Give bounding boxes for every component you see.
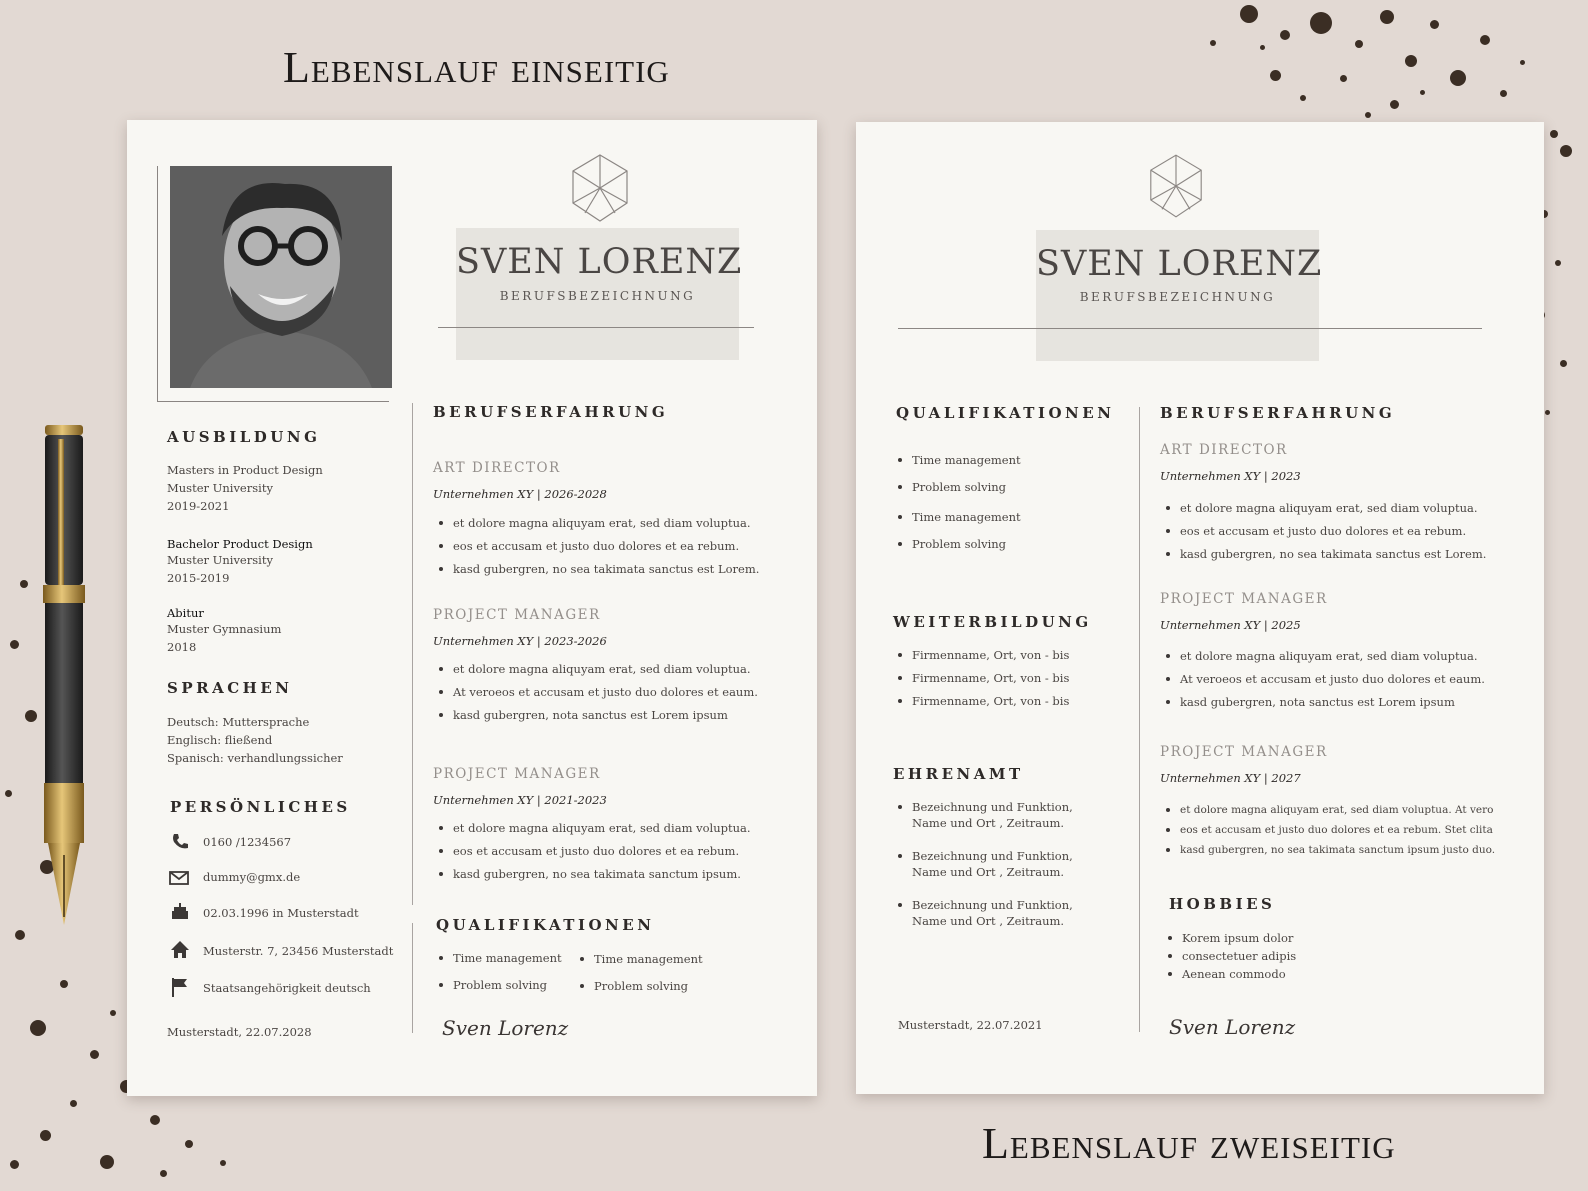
job-company: Unternehmen XY | 2023 [1160, 469, 1301, 483]
phone-icon [170, 832, 190, 852]
list-item: eos et accusam et justo duo dolores et ea rebum. Stet clita [1160, 822, 1495, 842]
list-item: et dolore magna aliquyam erat, sed diam voluptua. [433, 661, 758, 684]
list-item: Problem solving [433, 977, 562, 1000]
education-school: Muster Gymnasium [167, 622, 282, 636]
education-degree: Bachelor Product Design [167, 537, 313, 551]
job-role: ART DIRECTOR [433, 460, 561, 476]
mail-icon [169, 868, 189, 888]
job-bullets [433, 515, 759, 584]
education-years: 2018 [167, 640, 197, 654]
job-role: PROJECT MANAGER [433, 607, 601, 623]
job-title: BERUFSBEZEICHNUNG [1079, 290, 1276, 304]
education-degree: Abitur [167, 606, 204, 620]
job-role: PROJECT MANAGER [1160, 744, 1328, 760]
education-degree: Masters in Product Design [167, 463, 323, 477]
job-bullets [1160, 648, 1485, 717]
resume-sheet-single [127, 120, 817, 1096]
list-item: eos et accusam et justo duo dolores et ea rebum. [1160, 523, 1486, 546]
education-years: 2015-2019 [167, 571, 230, 585]
list-item: Firmenname, Ort, von - bis [892, 670, 1069, 693]
list-item: Problem solving [574, 978, 703, 1001]
list-item: Problem solving [892, 479, 1021, 509]
list-item: Korem ipsum dolor [1162, 930, 1296, 948]
qualifications-list [892, 452, 1021, 559]
headline-two-page: Lebenslauf zweiseitig [982, 1119, 1396, 1168]
section-title-ehrenamt: EHRENAMT [893, 765, 1024, 783]
list-item: Aenean commodo [1162, 966, 1296, 984]
list-item: Time management [574, 951, 703, 978]
job-company: Unternehmen XY | 2023-2026 [433, 634, 607, 648]
list-item: kasd gubergren, no sea takimata sanctus est Lorem. [1160, 546, 1486, 569]
list-item: At veroeos et accusam et justo duo dolores et eaum. [433, 684, 758, 707]
education-school: Muster University [167, 553, 273, 567]
place-date: Musterstadt, 22.07.2021 [898, 1018, 1043, 1032]
list-item: Firmenname, Ort, von - bis [892, 647, 1069, 670]
list-item: kasd gubergren, no sea takimata sanctum ipsum justo duo. [1160, 842, 1495, 862]
fountain-pen-icon [40, 425, 90, 925]
nationality: Staatsangehörigkeit deutsch [203, 981, 371, 995]
education-years: 2019-2021 [167, 499, 230, 513]
language-item: Spanisch: verhandlungssicher [167, 751, 343, 765]
section-title-persoenliches: PERSÖNLICHES [170, 798, 351, 816]
list-item: Bezeichnung und Funktion, Name und Ort , Zeitraum. [892, 848, 1102, 880]
home-icon [170, 940, 190, 960]
qualifications-col1 [433, 950, 562, 1000]
phone-number: 0160 /1234567 [203, 835, 292, 849]
geometric-logo-icon [570, 153, 630, 223]
name-box [456, 228, 743, 360]
signature: Sven Lorenz [442, 1016, 569, 1040]
section-title-weiterbildung: WEITERBILDUNG [893, 613, 1092, 631]
job-company: Unternehmen XY | 2027 [1160, 771, 1301, 785]
list-item: et dolore magna aliquyam erat, sed diam voluptua. [433, 515, 759, 538]
hobbies-list [1162, 930, 1296, 984]
job-role: PROJECT MANAGER [433, 766, 601, 782]
list-item: At veroeos et accusam et justo duo dolores et eaum. [1160, 671, 1485, 694]
qualifications-col2 [574, 951, 703, 1001]
job-bullets [433, 661, 758, 730]
section-title-berufserfahrung: BERUFSERFAHRUNG [1160, 404, 1396, 422]
candidate-name: SVEN LORENZ [456, 242, 743, 282]
section-title-qualifikationen: QUALIFIKATIONEN [896, 404, 1115, 422]
address: Musterstr. 7, 23456 Musterstadt [203, 944, 394, 958]
list-item: kasd gubergren, nota sanctus est Lorem ipsum [433, 707, 758, 730]
education-school: Muster University [167, 481, 273, 495]
section-title-sprachen: SPRACHEN [167, 679, 293, 697]
cake-icon [170, 901, 190, 921]
list-item: consectetuer adipis [1162, 948, 1296, 966]
section-title-hobbies: HOBBIES [1169, 895, 1276, 913]
list-item: Bezeichnung und Funktion, Name und Ort , Zeitraum. [892, 799, 1102, 831]
job-company: Unternehmen XY | 2021-2023 [433, 793, 607, 807]
list-item: et dolore magna aliquyam erat, sed diam voluptua. At vero [1160, 802, 1495, 822]
list-item: kasd gubergren, no sea takimata sanctus est Lorem. [433, 561, 759, 584]
list-item: et dolore magna aliquyam erat, sed diam voluptua. [433, 820, 751, 843]
list-item: Bezeichnung und Funktion, Name und Ort , Zeitraum. [892, 897, 1102, 929]
job-bullets [433, 820, 751, 889]
list-item: et dolore magna aliquyam erat, sed diam voluptua. [1160, 500, 1486, 523]
resume-sheet-two-page [856, 122, 1544, 1094]
headline-single-page: Lebenslauf einseitig [283, 43, 670, 92]
list-item: Time management [892, 509, 1021, 536]
job-role: PROJECT MANAGER [1160, 591, 1328, 607]
place-date: Musterstadt, 22.07.2028 [167, 1025, 312, 1039]
email-address: dummy@gmx.de [203, 870, 301, 884]
list-item: kasd gubergren, no sea takimata sanctum ipsum. [433, 866, 751, 889]
list-item: et dolore magna aliquyam erat, sed diam voluptua. [1160, 648, 1485, 671]
job-title: BERUFSBEZEICHNUNG [499, 289, 696, 303]
job-bullets [1160, 500, 1486, 569]
volunteer-list [892, 799, 1102, 946]
list-item: Time management [433, 950, 562, 977]
language-item: Deutsch: Muttersprache [167, 715, 310, 729]
list-item: Time management [892, 452, 1021, 479]
candidate-name: SVEN LORENZ [1036, 244, 1323, 284]
list-item: eos et accusam et justo duo dolores et ea rebum. [433, 538, 759, 561]
birth-date: 02.03.1996 in Musterstadt [203, 906, 359, 920]
signature: Sven Lorenz [1169, 1015, 1296, 1039]
section-title-qualifikationen: QUALIFIKATIONEN [436, 916, 655, 934]
further-education-list [892, 647, 1069, 716]
profile-photo [170, 166, 392, 388]
list-item: kasd gubergren, nota sanctus est Lorem ipsum [1160, 694, 1485, 717]
list-item: Problem solving [892, 536, 1021, 559]
list-item: eos et accusam et justo duo dolores et ea rebum. [433, 843, 751, 866]
job-company: Unternehmen XY | 2025 [1160, 618, 1301, 632]
geometric-logo-icon [1148, 153, 1204, 219]
flag-icon [170, 977, 190, 997]
job-bullets [1160, 802, 1495, 862]
list-item: Firmenname, Ort, von - bis [892, 693, 1069, 716]
section-title-ausbildung: AUSBILDUNG [167, 428, 321, 446]
name-box [1036, 230, 1323, 361]
job-role: ART DIRECTOR [1160, 442, 1288, 458]
job-company: Unternehmen XY | 2026-2028 [433, 487, 607, 501]
language-item: Englisch: fließend [167, 733, 273, 747]
section-title-berufserfahrung: BERUFSERFAHRUNG [433, 403, 669, 421]
